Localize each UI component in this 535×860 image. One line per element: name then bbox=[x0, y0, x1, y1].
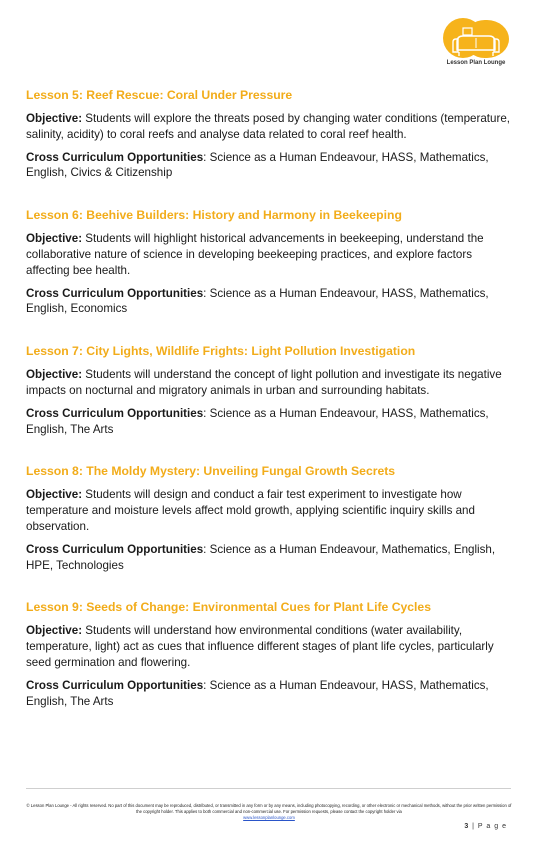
lesson-title: Lesson 5: Reef Rescue: Coral Under Pressure bbox=[26, 88, 293, 102]
page-label: | P a g e bbox=[472, 823, 507, 830]
cross-curriculum-label: Cross Curriculum Opportunities bbox=[26, 286, 204, 300]
objective-text: Students will understand how environmental conditions (water availability, temperature, light) act as cues that influence different stages of plant life cycles, particularly seed germination and flowering. bbox=[26, 624, 494, 669]
cross-curriculum bbox=[26, 150, 512, 182]
objective-label: Objective: bbox=[26, 488, 83, 502]
cross-curriculum-label: Cross Curriculum Opportunities bbox=[26, 542, 204, 556]
objective-text: Students will highlight historical advancements in beekeeping, understand the collaborative nature of science in developing beekeeping practices, and explore factors affecting bee health. bbox=[26, 232, 484, 277]
copyright-text: © Lesson Plan Lounge - All rights reserved. No part of this document may be reproduced, distributed, or transmitted in any form or by any means, including photocopying, recording, or other electronic or mechanical methods, without the prior written permission of the copyright holder. This applies to both commercial and non-commercial use. For permission requests, please contact the copyright holder via bbox=[26, 803, 512, 814]
cross-curriculum bbox=[26, 542, 512, 574]
cross-curriculum-text: : Science as a Human Endeavour, HASS, Mathematics, English, The Arts bbox=[26, 406, 489, 436]
objective-label: Objective: bbox=[26, 112, 83, 125]
objective bbox=[26, 231, 512, 278]
cross-curriculum-text: : Science as a Human Endeavour, HASS, Mathematics, English, Civics & Citizenship bbox=[26, 150, 489, 180]
lesson-title: Lesson 7: City Lights, Wildlife Frights: Light Pollution Investigation bbox=[26, 344, 416, 359]
page-number bbox=[464, 823, 507, 830]
objective-label: Objective: bbox=[26, 368, 83, 382]
logo bbox=[441, 16, 511, 72]
sofa-icon bbox=[451, 26, 501, 58]
lesson-8 bbox=[26, 464, 512, 573]
objective-text: Students will understand the concept of light pollution and investigate its negative impacts on nocturnal and migratory animals in urban and surrounding habitats. bbox=[26, 368, 502, 397]
cross-curriculum-text: : Science as a Human Endeavour, HASS, Mathematics, English, The Arts bbox=[26, 678, 489, 708]
objective-text: Students will design and conduct a fair test experiment to investigate how temperature and moisture levels affect mold growth, applying scientific inquiry skills and observation. bbox=[26, 488, 475, 533]
objective bbox=[26, 367, 512, 399]
objective-label: Objective: bbox=[26, 232, 83, 246]
objective bbox=[26, 623, 512, 670]
lesson-title: Lesson 8: The Moldy Mystery: Unveiling Fungal Growth Secrets bbox=[26, 464, 396, 479]
lesson-7 bbox=[26, 344, 512, 437]
cross-curriculum bbox=[26, 678, 512, 710]
cross-curriculum-text: : Science as a Human Endeavour, Mathematics, English, HPE, Technologies bbox=[26, 542, 496, 572]
cross-curriculum bbox=[26, 286, 512, 318]
objective-label: Objective: bbox=[26, 624, 83, 638]
lesson-title: Lesson 6: Beehive Builders: History and Harmony in Beekeeping bbox=[26, 208, 402, 223]
page-number-value: 3 bbox=[464, 823, 470, 830]
lesson-6 bbox=[26, 208, 512, 317]
cross-curriculum-label: Cross Curriculum Opportunities bbox=[26, 150, 204, 164]
lesson-title: Lesson 9: Seeds of Change: Environmental Cues for Plant Life Cycles bbox=[26, 600, 431, 615]
cross-curriculum-text: : Science as a Human Endeavour, HASS, Mathematics, English, Economics bbox=[26, 286, 489, 316]
lesson-list bbox=[26, 88, 512, 736]
lesson-9 bbox=[26, 600, 512, 709]
cross-curriculum-label: Cross Curriculum Opportunities bbox=[26, 406, 204, 420]
footer-divider bbox=[26, 788, 511, 789]
cross-curriculum-label: Cross Curriculum Opportunities bbox=[26, 678, 204, 692]
website-link[interactable]: www.lessonplanlounge.com bbox=[243, 815, 295, 820]
objective bbox=[26, 487, 512, 534]
lesson-5 bbox=[26, 88, 512, 181]
objective bbox=[26, 111, 512, 143]
logo-text: Lesson Plan Lounge bbox=[446, 60, 506, 66]
cross-curriculum bbox=[26, 406, 512, 438]
objective-text: Students will explore the threats posed by changing water conditions (temperature, salinity, acidity) to coral reefs and analyse data related to coral reef health. bbox=[26, 112, 510, 141]
footer-copyright bbox=[26, 803, 512, 821]
